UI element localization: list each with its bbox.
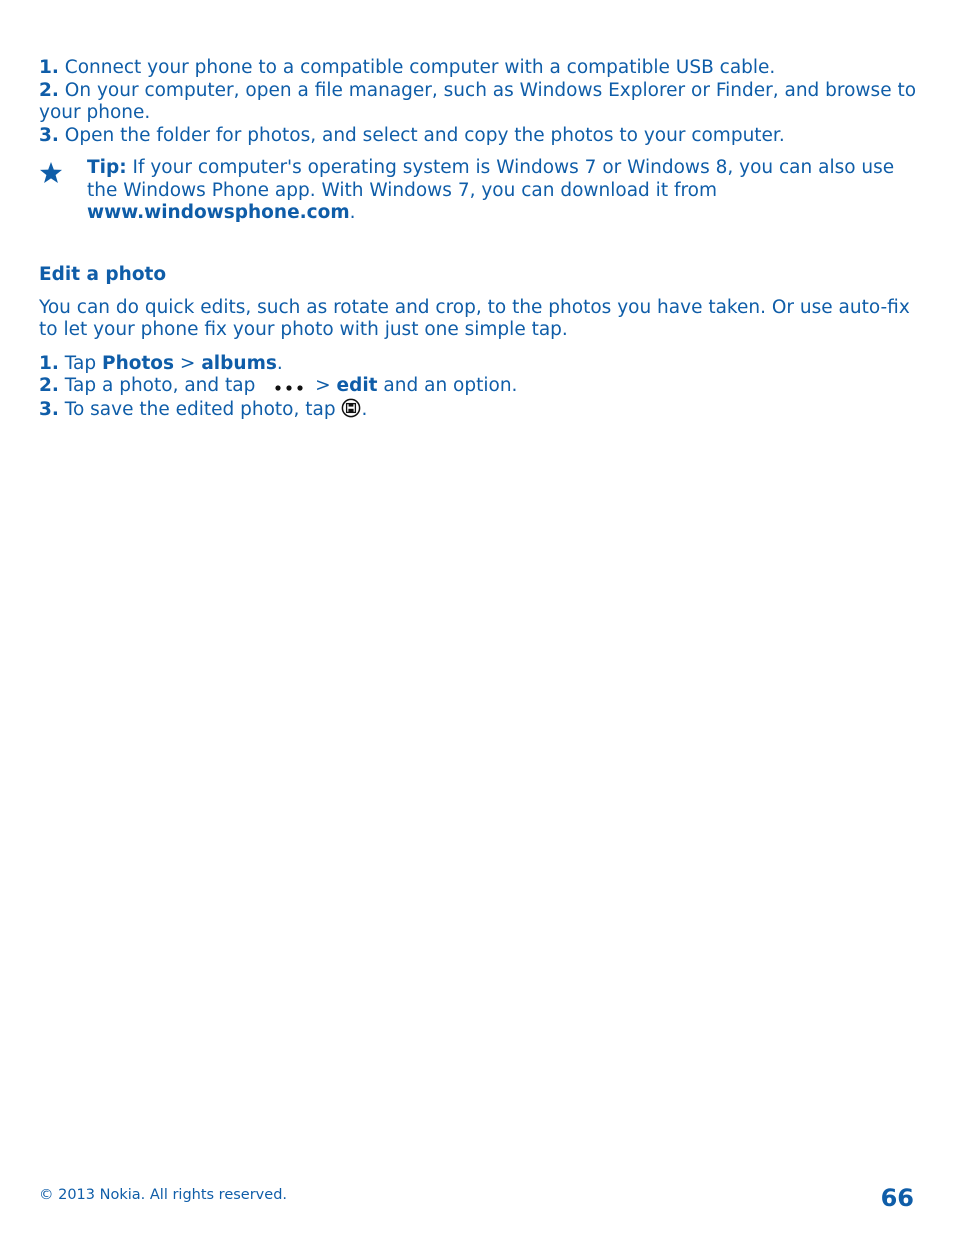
step-text: On your computer, open a file manager, such as Windows Explorer or Finder, and browse to your phone. (39, 79, 917, 123)
page-content (39, 57, 919, 421)
page-number: 66 (880, 1184, 914, 1212)
save-icon (341, 398, 361, 418)
tip-box (39, 157, 919, 225)
list-item (39, 375, 919, 398)
step-number: 3. (39, 124, 59, 146)
tip-end: . (349, 202, 356, 223)
step-number: 3. (39, 398, 59, 420)
step-text: Tap a photo, and tap (64, 375, 256, 396)
step-number: 2. (39, 375, 59, 396)
step-separator: > (315, 375, 331, 396)
list-item (39, 125, 919, 148)
section-heading: Edit a photo (39, 263, 167, 285)
step-number: 2. (39, 79, 59, 101)
step-end: . (361, 398, 368, 420)
list-item (39, 57, 919, 80)
step-number: 1. (39, 57, 59, 78)
step-end: . (276, 352, 283, 374)
star-icon (39, 161, 63, 185)
step-text: Connect your phone to a compatible computer with a compatible USB cable. (64, 57, 776, 78)
windowsphone-link[interactable]: www.windowsphone.com (87, 202, 350, 223)
step-separator: > (179, 352, 196, 374)
photos-label: Photos (102, 352, 175, 374)
albums-label: albums (201, 352, 277, 374)
list-item (39, 398, 919, 422)
copyright-footer: © 2013 Nokia. All rights reserved. (39, 1187, 288, 1203)
section-intro: You can do quick edits, such as rotate and crop, to the photos you have taken. Or use auto-fix to let your phone fix your photo with just one simple tap. (39, 296, 910, 340)
more-dots-icon (261, 375, 309, 397)
edit-label: edit (336, 375, 378, 396)
list-item (39, 353, 919, 376)
step-text: Tap (64, 352, 97, 374)
tip-label: Tip: (87, 157, 127, 178)
list-item (39, 80, 919, 125)
step-text: To save the edited photo, tap (64, 398, 336, 420)
step-text-post: and an option. (383, 375, 518, 396)
step-text: Open the folder for photos, and select and copy the photos to your computer. (64, 124, 785, 146)
step-number: 1. (39, 352, 59, 374)
tip-text: If your computer's operating system is Windows 7 or Windows 8, you can also use the Windows Phone app. With Windows 7, you can download it from (87, 157, 895, 201)
